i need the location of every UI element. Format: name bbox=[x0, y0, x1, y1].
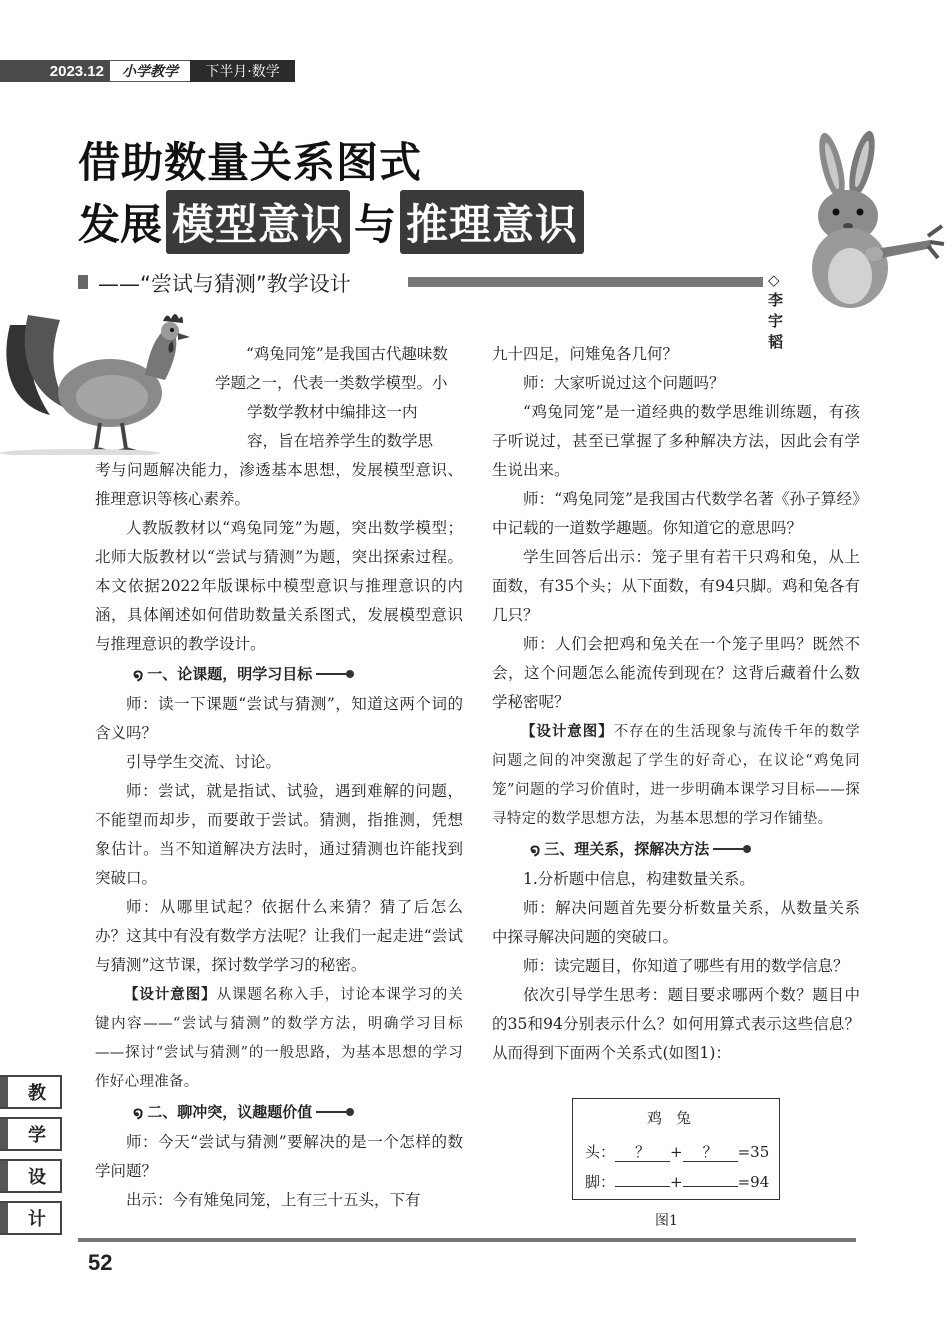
footer-rule bbox=[78, 1238, 856, 1242]
section-heading-2 bbox=[133, 1097, 463, 1127]
paragraph: 九十四足，问雉兔各几何？ bbox=[492, 345, 679, 363]
design-intent-2 bbox=[492, 717, 860, 834]
paragraph: 依次引导学生思考：题目要求哪两个数？题目中的35和94分别表示什么？如何用算式表示这些信息？从而得到下面两个关系式(如图1)： bbox=[492, 986, 860, 1062]
magazine-name: 小学教学 bbox=[110, 60, 190, 82]
row-label: 头： bbox=[585, 1143, 616, 1161]
paragraph: 师：大家听说过这个问题吗？ bbox=[523, 374, 725, 392]
paragraph: 师：今天“尝试与猜测”要解决的是一个怎样的数学问题？ bbox=[95, 1133, 463, 1180]
section-heading-1 bbox=[133, 659, 463, 689]
paragraph: 出示：今有雉兔同笼，上有三十五头，下有 bbox=[126, 1191, 421, 1209]
edition-label: 下半月·数学 bbox=[190, 60, 295, 82]
issue-date: 2023.12 bbox=[0, 60, 110, 82]
paragraph: 师：读完题目，你知道了哪些有用的数学信息？ bbox=[523, 957, 849, 975]
paragraph: 师：“鸡兔同笼”是我国古代数学名著《孙子算经》中记载的一道数学趣题。你知道它的意思吗？ bbox=[492, 490, 860, 537]
paragraph: 引导学生交流、讨论。 bbox=[126, 753, 282, 771]
title-mid: 与 bbox=[354, 200, 397, 249]
heading-rule bbox=[316, 1111, 346, 1113]
running-header bbox=[0, 60, 295, 82]
design-text: 从课题名称入手，讨论本课学习的关键内容——“尝试与猜测”的数学方法，明确学习目标——探讨“尝试与猜测”的一般思路，为基本思想的学习作好心理准备。 bbox=[95, 987, 463, 1090]
design-label: 【设计意图】 bbox=[521, 723, 614, 740]
curl-ornament: ໑ bbox=[530, 839, 541, 859]
paragraph: “鸡兔同笼”是一道经典的数学思维训练题，有孩子听说过，甚至已掌握了多种解决方法，因此会有学生说出来。 bbox=[492, 403, 860, 479]
intro-rest: 考与问题解决能力，渗透基本思想，发展模型意识、推理意识等核心素养。 bbox=[95, 461, 463, 508]
rabbit-illustration bbox=[770, 128, 945, 308]
blank-rabbit: ？ bbox=[683, 1143, 738, 1162]
paragraph: 师：人们会把鸡和兔关在一个笼子里吗？既然不会，这个问题怎么能流传到现在？这背后藏着什么数学秘密呢？ bbox=[492, 635, 860, 711]
figure-1-relation-box bbox=[572, 1098, 780, 1200]
paragraph: 师：尝试，就是指试、试验，遇到难解的问题，不能望而却步，而要敢于尝试。猜测，指推测，凭想象估计。当不知道解决方法时，通过猜测也许能找到突破口。 bbox=[95, 782, 463, 887]
title-prefix: 发展 bbox=[78, 200, 163, 249]
paragraph: 师：从哪里试起？依据什么来猜？猜了后怎么办？这其中有没有数学方法呢？让我们一起走进“尝试与猜测”这节课，探讨数学学习的秘密。 bbox=[95, 898, 463, 974]
section-title: 二、聊冲突，议趣题价值 bbox=[147, 1102, 313, 1121]
plus-sign: + bbox=[670, 1173, 683, 1191]
blank-chicken bbox=[615, 1186, 670, 1187]
section-title: 三、理关系，探解决方法 bbox=[544, 839, 710, 858]
paragraph: 人教版教材以“鸡兔同笼”为题，突出数学模型；北师大版教材以“尝试与猜测”为题，突出探索过程。本文依据2022年版课标中模型意识与推理意识的内涵，具体阐述如何借助数量关系图式，发展模型意识与推理意识的教学设计。 bbox=[95, 519, 463, 653]
figure-row-heads bbox=[585, 1141, 769, 1162]
figure-headers: 鸡兔 bbox=[646, 1109, 705, 1127]
right-column bbox=[492, 340, 860, 1068]
paragraph: 1.分析题中信息，构建数量关系。 bbox=[523, 870, 755, 888]
plus-sign: + bbox=[670, 1143, 683, 1161]
heading-rule bbox=[316, 673, 346, 675]
equals-value: =35 bbox=[737, 1143, 770, 1161]
design-text: 不存在的生活现象与流传千年的数学问题之间的冲突激起了学生的好奇心，在议论“鸡兔同笼”问题的学习价值时，进一步明确本课学习目标——探寻特定的数学思想方法，为基本思想的学习作铺垫。 bbox=[492, 724, 860, 827]
section-title: 一、论课题，明学习目标 bbox=[147, 664, 313, 683]
row-label: 脚： bbox=[585, 1173, 616, 1191]
subtitle-rule bbox=[408, 277, 763, 287]
intro-line-4: 容，旨在培养学生的数学思 bbox=[247, 432, 434, 450]
heading-rule bbox=[713, 848, 743, 850]
design-intent-1 bbox=[95, 980, 463, 1097]
author: ◇李宇韬 bbox=[768, 271, 784, 351]
intro-line-2: 学题之一，代表一类数学模型。小 bbox=[215, 374, 448, 392]
figure-caption: 图1 bbox=[655, 1213, 678, 1229]
subtitle-marker bbox=[78, 275, 88, 289]
paragraph: 师：读一下课题“尝试与猜测”，知道这两个词的含义吗？ bbox=[95, 695, 463, 742]
heading-dot bbox=[346, 1108, 354, 1116]
curl-ornament: ໑ bbox=[133, 1102, 144, 1122]
figure-row-feet bbox=[585, 1171, 769, 1192]
subtitle: ——“尝试与猜测”教学设计 bbox=[98, 272, 351, 296]
title-line-2 bbox=[78, 190, 588, 254]
left-column bbox=[95, 340, 463, 1215]
section-heading-3 bbox=[530, 834, 860, 864]
intro-line-3: 学数学教材中编排这一内 bbox=[247, 403, 418, 421]
side-tab-jiao: 教 bbox=[0, 1075, 62, 1109]
side-tab-xue: 学 bbox=[0, 1117, 62, 1151]
paragraph: 师：解决问题首先要分析数量关系，从数量关系中探寻解决问题的突破口。 bbox=[492, 899, 860, 946]
side-tab-ji: 计 bbox=[0, 1201, 62, 1235]
heading-dot bbox=[743, 845, 751, 853]
side-tab-she: 设 bbox=[0, 1159, 62, 1193]
paragraph: 学生回答后出示：笼子里有若干只鸡和兔，从上面数，有35个头；从下面数，有94只脚。鸡和兔各有几只？ bbox=[492, 548, 860, 624]
heading-dot bbox=[346, 670, 354, 678]
intro-line-1: “鸡兔同笼”是我国古代趣味数 bbox=[246, 345, 448, 363]
design-label: 【设计意图】 bbox=[124, 986, 217, 1003]
equals-value: =94 bbox=[737, 1173, 770, 1191]
title-box-reasoning: 推理意识 bbox=[400, 190, 584, 254]
blank-chicken: ？ bbox=[615, 1143, 670, 1162]
curl-ornament: ໑ bbox=[133, 664, 144, 684]
title-line-1: 借助数量关系图式 bbox=[78, 138, 423, 187]
blank-rabbit bbox=[683, 1186, 738, 1187]
page-number: 52 bbox=[88, 1250, 113, 1275]
title-box-model: 模型意识 bbox=[166, 190, 350, 254]
subtitle-row bbox=[78, 268, 784, 351]
